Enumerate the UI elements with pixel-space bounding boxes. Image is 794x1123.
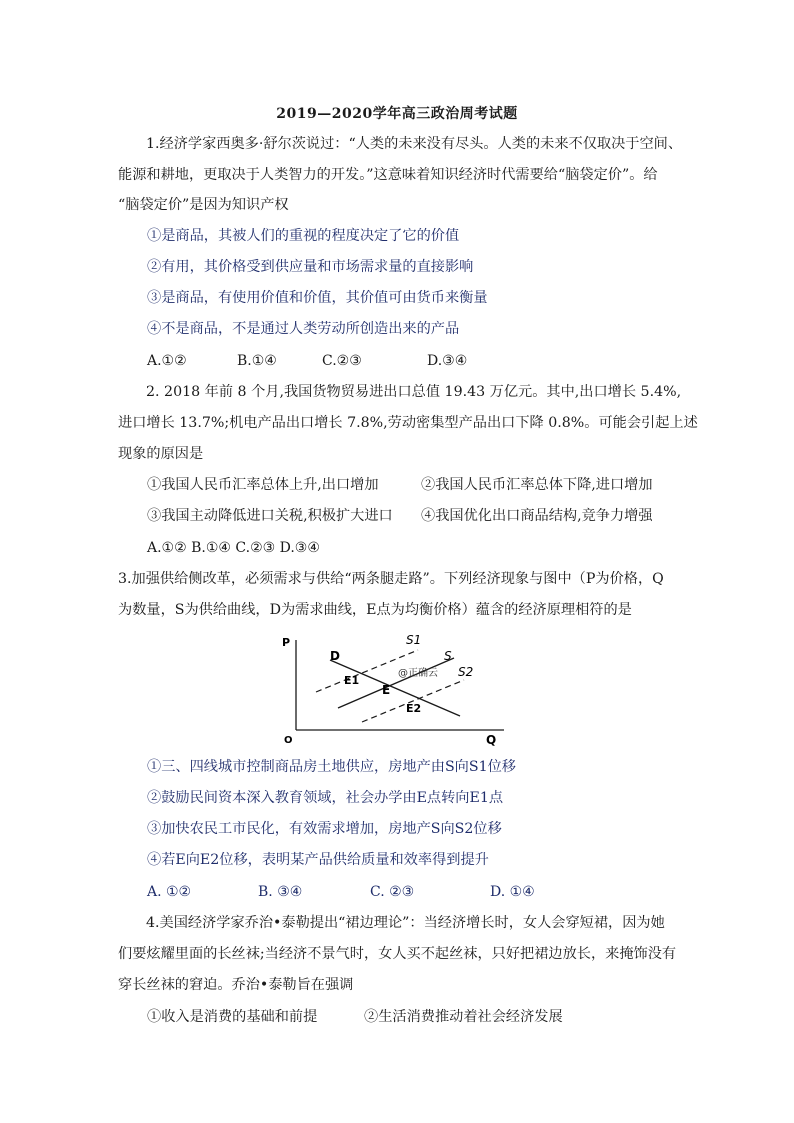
q2-statement-1: ①我国人民币汇率总体上升,出口增加 [147,477,379,493]
q3-option-a: A. ①② [147,884,192,900]
q1-option-d: D.③④ [427,353,468,369]
q2-stem-line-1: 2. 2018 年前 8 个月,我国货物贸易进出口总值 19.43 万亿元。其中,出口增长 5.4%, [146,384,682,400]
q3-option-b: B. ③④ [258,884,303,900]
q3-option-d: D. ①④ [490,884,535,900]
label-e: E [382,683,391,697]
q4-statement-2: ②生活消费推动着社会经济发展 [364,1009,563,1025]
q1-stem-line-2: 能源和耕地，更取决于人类智力的开发。”这意味着知识经济时代需要给“脑袋定价”。给 [118,167,658,183]
label-s: S [444,649,452,663]
label-s1: S1 [406,633,422,647]
q3-option-c: C. ②③ [370,884,415,900]
q4-stem-line-1: 4.美国经济学家乔治•泰勒提出“裙边理论”：当经济增长时，女人会穿短裙，因为她 [146,915,665,931]
q4-statement-1: ①收入是消费的基础和前提 [147,1009,318,1025]
origin-label: O [284,735,293,746]
q1-statement-3: ③是商品，有使用价值和价值，其价值可由货币来衡量 [147,290,488,306]
label-d: D [330,649,340,663]
axis-label-p: P [282,636,291,649]
q2-stem-line-3: 现象的原因是 [118,446,204,462]
q1-option-c: C.②③ [322,353,362,369]
q1-stem-line-1: 1.经济学家西奥多·舒尔茨说过：“人类的未来没有尽头。人类的未来不仅取决于空间、 [146,136,683,152]
q1-option-a: A.①② [147,353,187,369]
q1-statement-4: ④不是商品，不是通过人类劳动所创造出来的产品 [147,321,460,337]
q3-statement-2: ②鼓励民间资本深入教育领域，社会办学由E点转向E1点 [147,790,504,806]
q2-options: A.①② B.①④ C.②③ D.③④ [147,540,320,556]
q4-stem-line-3: 穿长丝袜的窘迫。乔治•泰勒旨在强调 [118,977,354,993]
q1-option-b: B.①④ [237,353,277,369]
label-e2: E2 [406,702,422,715]
q3-statement-3: ③加快农民工市民化，有效需求增加，房地产S向S2位移 [147,821,502,837]
label-e1: E1 [344,674,360,687]
q1-stem-line-3: “脑袋定价”是因为知识产权 [118,197,289,213]
q1-statement-1: ①是商品，其被人们的重视的程度决定了它的价值 [147,228,460,244]
q2-statement-2: ②我国人民币汇率总体下降,进口增加 [421,477,653,493]
supply-demand-diagram [278,630,514,748]
q4-stem-line-2: 们要炫耀里面的长丝袜;当经济不景气时，女人买不起丝袜，只好把裙边放长，来掩饰没有 [118,946,677,962]
axis-label-q: Q [486,733,497,747]
q3-statement-1: ①三、四线城市控制商品房土地供应，房地产由S向S1位移 [147,759,516,775]
q2-statement-3: ③我国主动降低进口关税,积极扩大进口 [147,508,393,524]
q2-statement-4: ④我国优化出口商品结构,竞争力增强 [421,508,653,524]
supply-curve-s2 [362,680,464,722]
q1-statement-2: ②有用，其价格受到供应量和市场需求量的直接影响 [147,259,474,275]
watermark: @正确云 [398,668,438,679]
label-s2: S2 [458,665,474,679]
q3-statement-4: ④若E向E2位移，表明某产品供给质量和效率得到提升 [147,852,489,868]
page-title: 2019—2020学年高三政治周考试题 [276,106,518,122]
q3-stem-line-1: 3.加强供给侧改革，必须需求与供给“两条腿走路”。下列经济现象与图中（P为价格，Q [118,571,664,587]
demand-curve [330,660,460,716]
q3-stem-line-2: 为数量，S为供给曲线，D为需求曲线，E点为均衡价格）蕴含的经济原理相符的是 [118,602,632,618]
q2-stem-line-2: 进口增长 13.7%;机电产品出口增长 7.8%,劳动密集型产品出口下降 0.8%。可能会引起上述 [118,415,698,431]
